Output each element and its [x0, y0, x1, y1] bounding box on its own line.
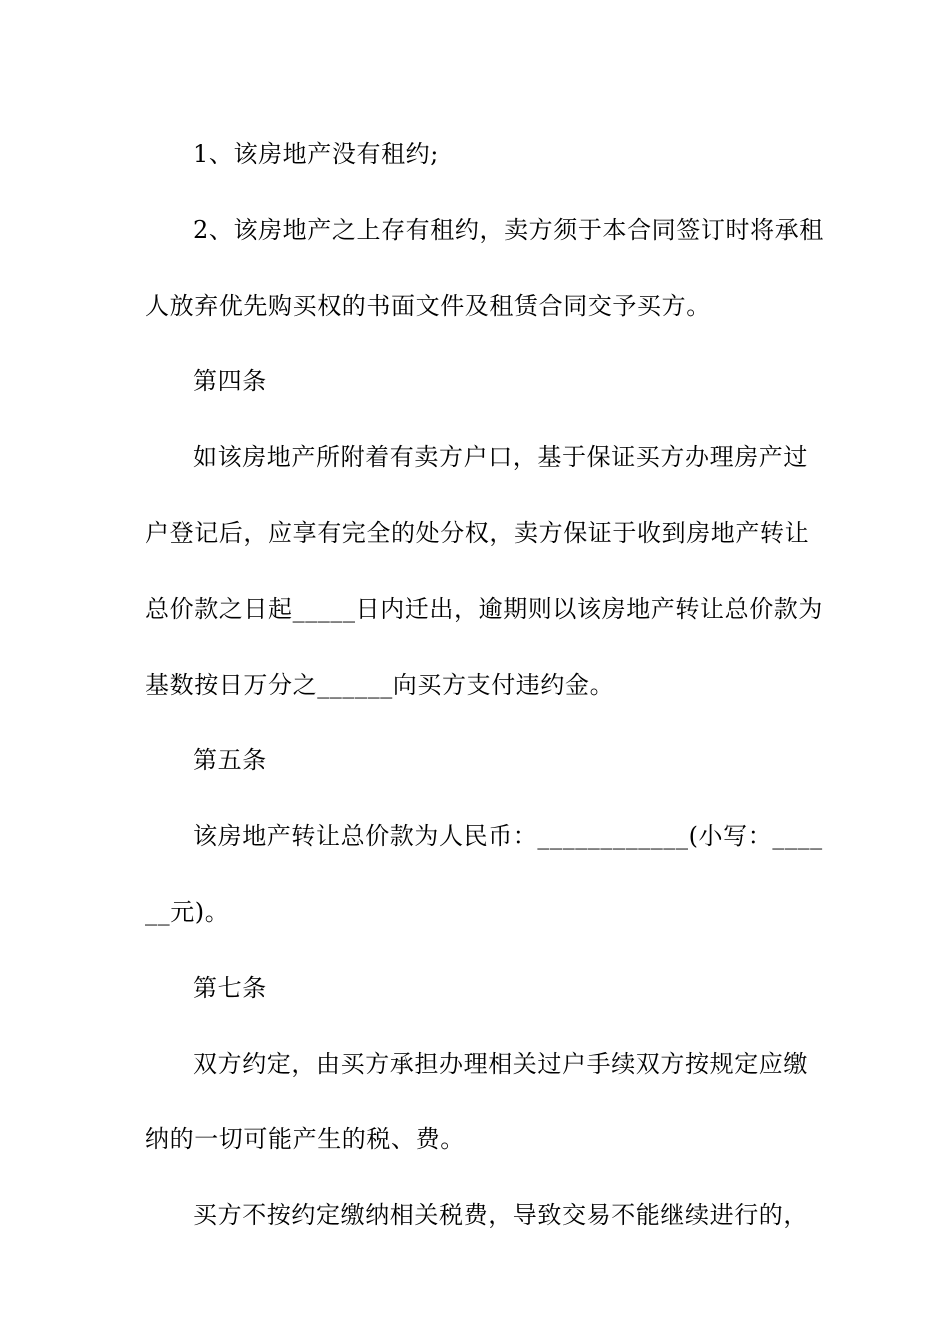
clause-line-5: 如该房地产所附着有卖方户口，基于保证买方办理房产过 — [193, 443, 808, 472]
clause-line-14: 纳的一切可能产生的税、费。 — [145, 1125, 465, 1154]
clause-line-2: 2、该房地产之上存有租约，卖方须于本合同签订时将承租 — [193, 215, 824, 244]
clause-line-15: 买方不按约定缴纳相关税费，导致交易不能继续进行的， — [193, 1201, 808, 1230]
clause-line-11: __元)。 — [145, 897, 230, 926]
clause-line-1: 1、该房地产没有租约; — [193, 140, 439, 168]
clause-line-10: 该房地产转让总价款为人民币：____________(小写：____ — [193, 822, 823, 851]
article-heading-4: 第四条 — [193, 367, 267, 396]
clause-line-13: 双方约定，由买方承担办理相关过户手续双方按规定应缴 — [193, 1049, 808, 1078]
clause-line-3: 人放弃优先购买权的书面文件及租赁合同交予买方。 — [145, 291, 711, 320]
clause-line-7: 总价款之日起_____日内迁出，逾期则以该房地产转让总价款为 — [145, 594, 823, 623]
article-heading-5: 第五条 — [193, 746, 267, 775]
clause-line-6: 户登记后，应享有完全的处分权，卖方保证于收到房地产转让 — [145, 518, 810, 547]
clause-line-8: 基数按日万分之______向买方支付违约金。 — [145, 670, 615, 699]
article-heading-7: 第七条 — [193, 973, 267, 1002]
contract-text — [145, 128, 824, 1265]
